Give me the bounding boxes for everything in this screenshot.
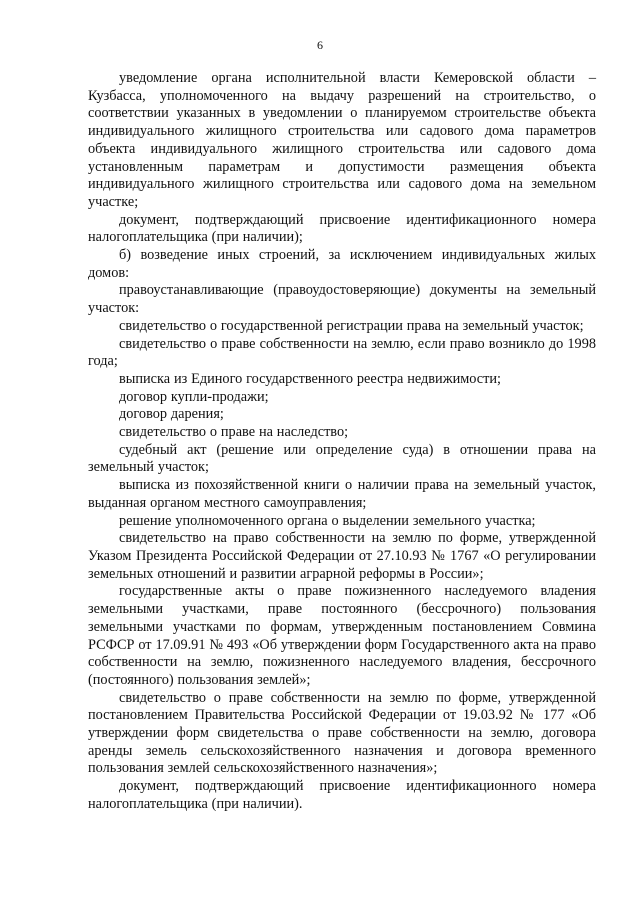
paragraph: свидетельство на право собственности на землю по форме, утвержденной Указом Президента Российской Федерации от 27.10.93 № 1767 «О регулировании земельных отношений и развитии аграрной реформы в России»; [88, 530, 596, 582]
paragraph: выписка из Единого государственного реестра недвижимости; [119, 370, 502, 387]
paragraph: государственные акты о праве пожизненного наследуемого владения земельными участками, праве постоянного (бессрочного) пользования земельными участками по формам, утвержденным постановлением Совмина РСФСР от 17.09.91 № 493 «Об утверждении форм Государственного акта на право собственности на землю, пожизненного наследуемого владения, бессрочного (постоянного) пользования землей»; [88, 583, 596, 688]
paragraph: свидетельство о праве собственности на землю по форме, утвержденной постановлением Правительства Российской Федерации от 19.03.92 № 177 «Об утверждении форм свидетельства о праве собственности на землю, договора аренды земель сельскохозяйственного назначения и договора временного пользования землей сельскохозяйственного назначения»; [88, 689, 596, 777]
paragraph: уведомление органа исполнительной власти Кемеровской области – Кузбасса, уполномоченного на выдачу разрешений на строительство, о соответствии указанных в уведомлении о планируемом строительстве объекта индивидуального жилищного строительства или садового дома параметров объекта индивидуального жилищного строительства или садового дома установленным параметрам и допустимости размещения объекта индивидуального жилищного строительства или садового дома на земельном участке; [88, 70, 596, 210]
paragraph: документ, подтверждающий присвоение идентификационного номера налогоплательщика (при наличии). [88, 778, 596, 812]
paragraph: судебный акт (решение или определение суда) в отношении права на земельный участок; [88, 441, 596, 476]
page-number: 6 [317, 38, 323, 52]
document-body [88, 70, 596, 814]
paragraph: свидетельство о праве на наследство; [119, 424, 349, 441]
paragraph: договор дарения; [119, 406, 224, 423]
paragraph: б) возведение иных строений, за исключением индивидуальных жилых домов: [88, 247, 596, 281]
paragraph: выписка из похозяйственной книги о наличии права на земельный участок, выданная органом местного самоуправления; [88, 477, 596, 511]
paragraph: свидетельство о государственной регистрации права на земельный участок; [119, 317, 584, 334]
paragraph: договор купли-продажи; [119, 388, 269, 405]
paragraph: свидетельство о праве собственности на землю, если право возникло до 1998 года; [88, 335, 596, 370]
paragraph: документ, подтверждающий присвоение идентификационного номера налогоплательщика (при наличии); [88, 211, 596, 246]
paragraph: правоустанавливающие (правоудостоверяющие) документы на земельный участок: [88, 282, 596, 317]
paragraph: решение уполномоченного органа о выделении земельного участка; [119, 512, 536, 529]
